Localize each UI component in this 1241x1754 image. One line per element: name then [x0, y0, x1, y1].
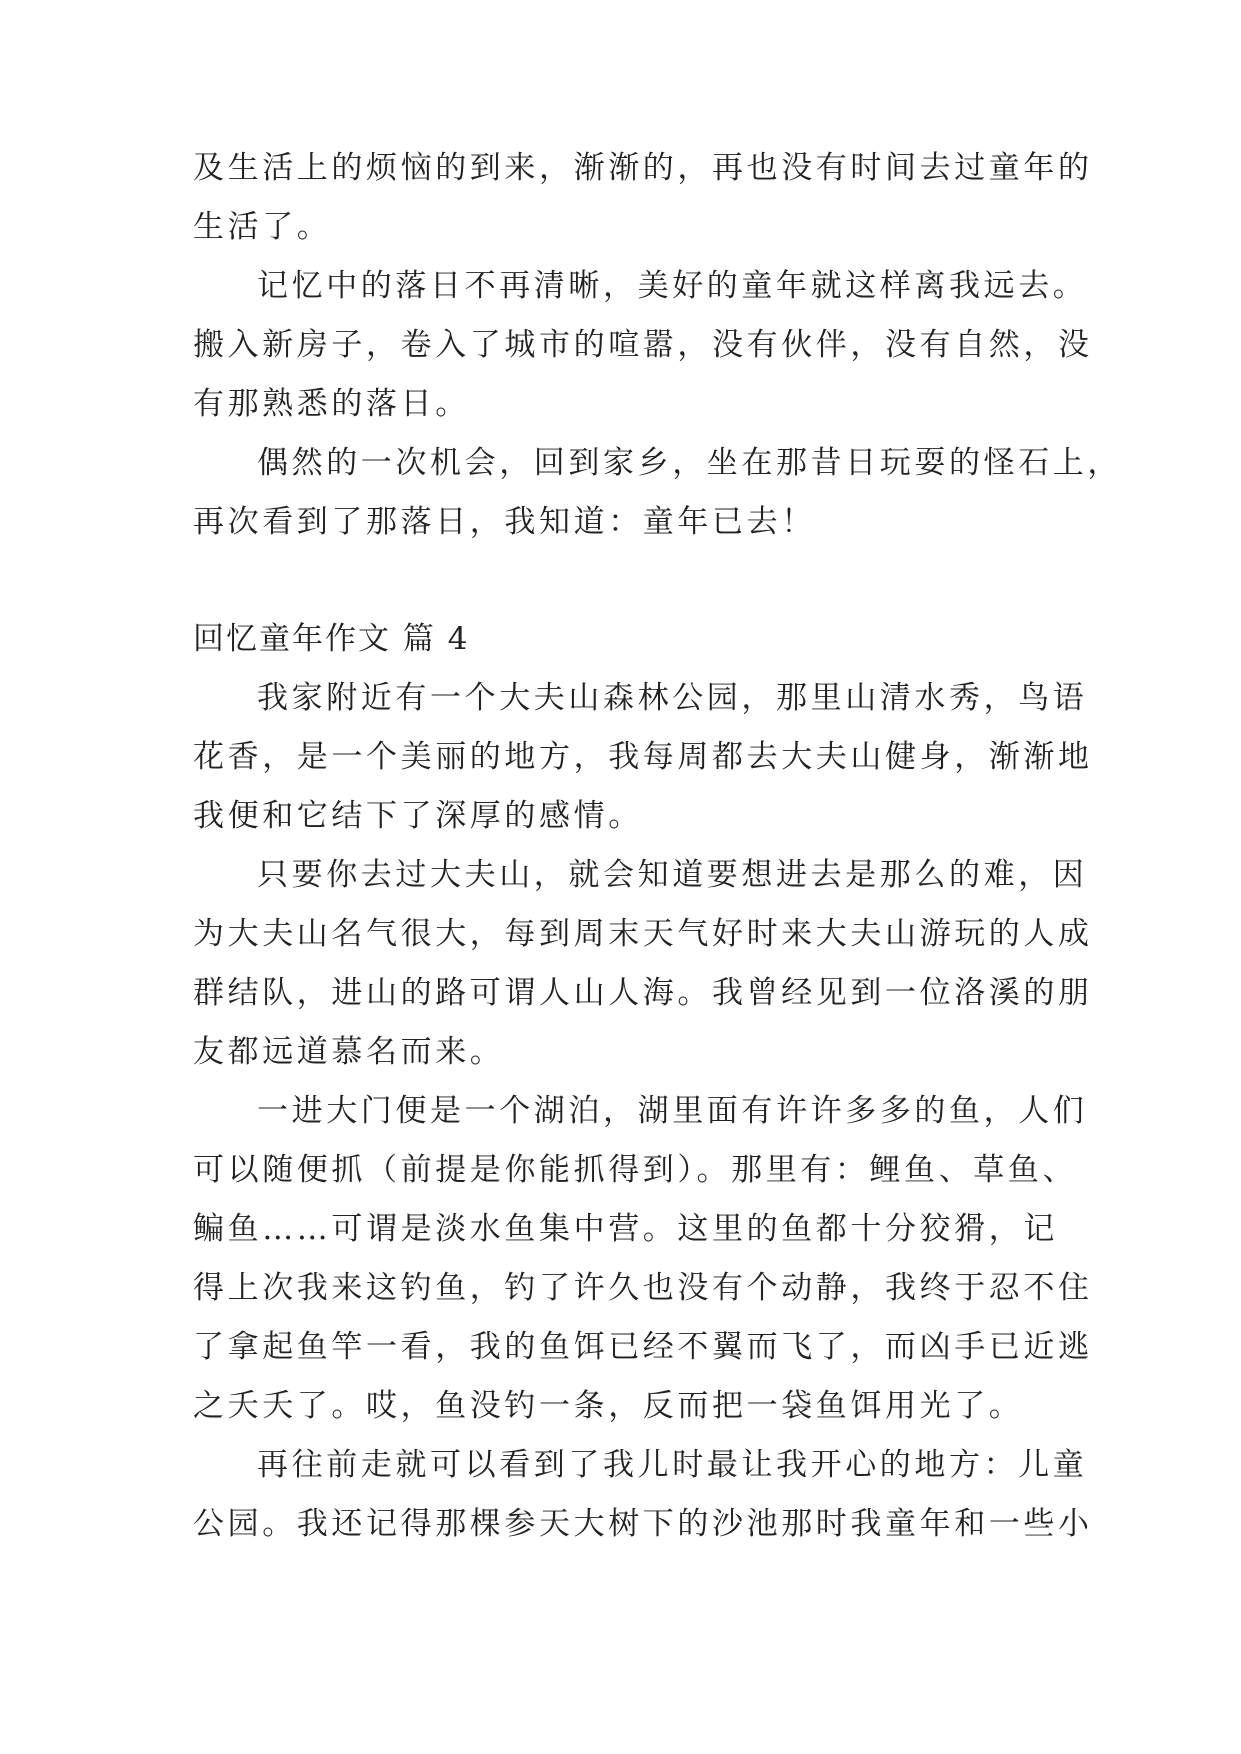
paragraph-line: 花香，是一个美丽的地方，我每周都去大夫山健身，渐渐地 [193, 739, 1093, 775]
paragraph-line: 我便和它结下了深厚的感情。 [193, 798, 643, 834]
section-heading: 回忆童年作文 篇 4 [193, 621, 470, 657]
paragraph-line: 为大夫山名气很大，每到周末天气好时来大夫山游玩的人成 [193, 916, 1093, 952]
paragraph-line: 记忆中的落日不再清晰，美好的童年就这样离我远去。 [257, 268, 1088, 304]
paragraph-line: 及生活上的烦恼的到来，渐渐的，再也没有时间去过童年的 [193, 150, 1093, 186]
paragraph-line: 我家附近有一个大夫山森林公园，那里山清水秀，鸟语 [257, 680, 1088, 716]
paragraph-line: 群结队，进山的路可谓人山人海。我曾经见到一位洛溪的朋 [193, 975, 1093, 1011]
paragraph-line: 生活了。 [193, 209, 332, 245]
paragraph-line: 一进大门便是一个湖泊，湖里面有许许多多的鱼，人们 [257, 1093, 1088, 1129]
paragraph-line: 了拿起鱼竿一看，我的鱼饵已经不翼而飞了，而凶手已近逃 [193, 1329, 1093, 1365]
paragraph-line: 可以随便抓（前提是你能抓得到）。那里有：鲤鱼、草鱼、 [193, 1152, 1078, 1188]
paragraph-line: 搬入新房子，卷入了城市的喧嚣，没有伙伴，没有自然，没 [193, 327, 1093, 363]
paragraph-line: 友都远道慕名而来。 [193, 1034, 505, 1070]
paragraph-line: 只要你去过大夫山，就会知道要想进去是那么的难，因 [257, 857, 1088, 893]
paragraph-line: 得上次我来这钓鱼，钓了许久也没有个动静，我终于忍不住 [193, 1270, 1093, 1306]
paragraph-line: 再次看到了那落日，我知道：童年已去！ [193, 504, 816, 540]
paragraph-line: 鳊鱼……可谓是淡水鱼集中营。这里的鱼都十分狡猾，记 [193, 1211, 1058, 1247]
paragraph-line: 之夭夭了。哎，鱼没钓一条，反而把一袋鱼饵用光了。 [193, 1388, 1024, 1424]
paragraph-line: 公园。我还记得那棵参天大树下的沙池那时我童年和一些小 [193, 1506, 1093, 1542]
paragraph-line: 有那熟悉的落日。 [193, 386, 470, 422]
paragraph-line: 偶然的一次机会，回到家乡，坐在那昔日玩耍的怪石上， [257, 445, 1122, 481]
paragraph-line: 再往前走就可以看到了我儿时最让我开心的地方：儿童 [257, 1447, 1088, 1483]
